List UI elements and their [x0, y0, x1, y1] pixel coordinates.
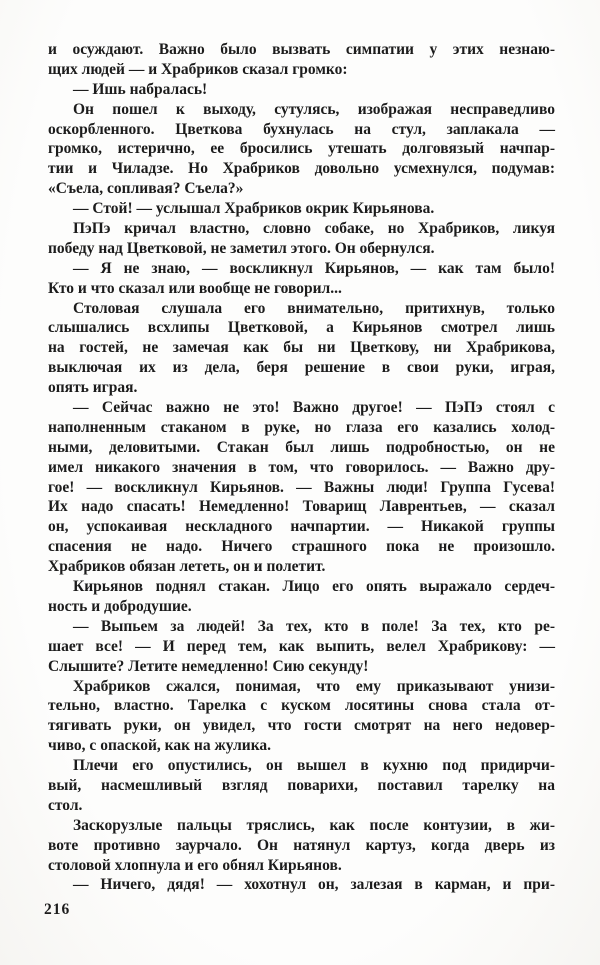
text-line: — Я не знаю, — воскликнул Кирьянов, — как там было! [73, 259, 555, 277]
text-line: победу над Цветковой, не заметил этого. Он обернулся. [48, 239, 435, 257]
text-line: Кто и что сказал или вообще не говорил... [48, 279, 342, 297]
text-line: и осуждают. Важно было вызвать симпатии у этих незнаю- [48, 41, 555, 58]
text-line: выключая их из дела, беря решение в свои руки, играя, [48, 359, 555, 377]
text-line: гое! — воскликнул Кирьянов. — Важны люди! Группа Гусева! [48, 478, 555, 496]
text-line: слышались всхлипы Цветковой, а Кирьянов смотрел лишь [48, 319, 555, 337]
text-line: Столовая слушала его внимательно, притихнув, только [73, 299, 555, 317]
text-line: спасения не надо. Ничего страшного пока не произошло. [48, 538, 555, 556]
text-line: имел никакого значения в том, что говорилось. — Важно дру- [48, 458, 555, 476]
text-line: тельно, властно. Тарелка с куском лосятины снова стала от- [48, 697, 555, 715]
text-line: Кирьянов поднял стакан. Лицо его опять выражало сердеч- [73, 578, 555, 596]
text-line: — Ишь набралась! [73, 80, 208, 98]
text-line: щих людей — и Храбриков сказал громко: [48, 60, 348, 78]
page-number: 216 [44, 901, 71, 918]
text-line: шает все! — И перед тем, как выпить, велел Храбрикову: — [48, 637, 555, 655]
text-line: — Выпьем за людей! За тех, кто в поле! За тех, кто ре- [73, 617, 555, 635]
text-line: вый, насмешливый взгляд поварихи, поставил тарелку на [48, 776, 555, 794]
text-line: наполненным стаканом в руке, но глаза его казались холод- [48, 418, 555, 436]
text-line: Плечи его опустились, он вышел в кухню под придирчи- [73, 757, 555, 775]
text-line: «Съела, сопливая? Съела?» [48, 180, 244, 198]
text-line: ность и добродушие. [48, 597, 192, 615]
text-line: тягивать руки, он увидел, что гости смотрят на него недовер- [48, 717, 555, 735]
text-line: — Стой! — услышал Храбриков окрик Кирьянова. [73, 200, 435, 218]
text-line: опять играя. [48, 379, 138, 397]
text-line: Храбриков обязан лететь, он и полетит. [48, 558, 326, 576]
text-line: ПэПэ кричал властно, словно собаке, но Храбриков, ликуя [73, 220, 555, 238]
text-line: Их надо спасать! Немедленно! Товарищ Лаврентьев, — сказал [48, 498, 555, 516]
text-line: чиво, с опаской, как на жулика. [48, 737, 272, 755]
text-line: Он пошел к выходу, сутулясь, изображая несправедливо [73, 100, 555, 118]
text-line: громко, истерично, ее бросились утешать долговязый начпар- [48, 140, 555, 158]
text-line: Слышите? Летите немедленно! Сию секунду! [48, 657, 369, 675]
text-line: — Ничего, дядя! — хохотнул он, залезая в карман, и при- [73, 876, 555, 894]
text-line: столовой хлопнула и его обнял Кирьянов. [48, 856, 342, 874]
text-line: воте противно заурчало. Он натянул картуз, когда дверь из [48, 836, 555, 854]
text-line: Заскорузлые пальцы тряслись, как после контузии, в жи- [73, 816, 555, 834]
text-line: тии и Чиладзе. Но Храбриков довольно усмехнулся, подумав: [48, 160, 555, 178]
text-line: стол. [48, 796, 83, 814]
text-line: на гостей, не замечая как бы ни Цветкову, ни Храбрикова, [48, 339, 555, 357]
text-line: он, успокаивая нескладного начпартии. — Никакой группы [48, 518, 555, 536]
page-text [48, 40, 555, 895]
text-line: оскорбленного. Цветкова бухнулась на стул, заплакала — [48, 120, 555, 138]
text-line: ными, деловитыми. Стакан был лишь подробностью, он не [48, 438, 555, 456]
text-line: Храбриков сжался, понимая, что ему приказывают унизи- [73, 677, 555, 695]
text-line: — Сейчас важно не это! Важно другое! — ПэПэ стоял с [73, 399, 555, 417]
